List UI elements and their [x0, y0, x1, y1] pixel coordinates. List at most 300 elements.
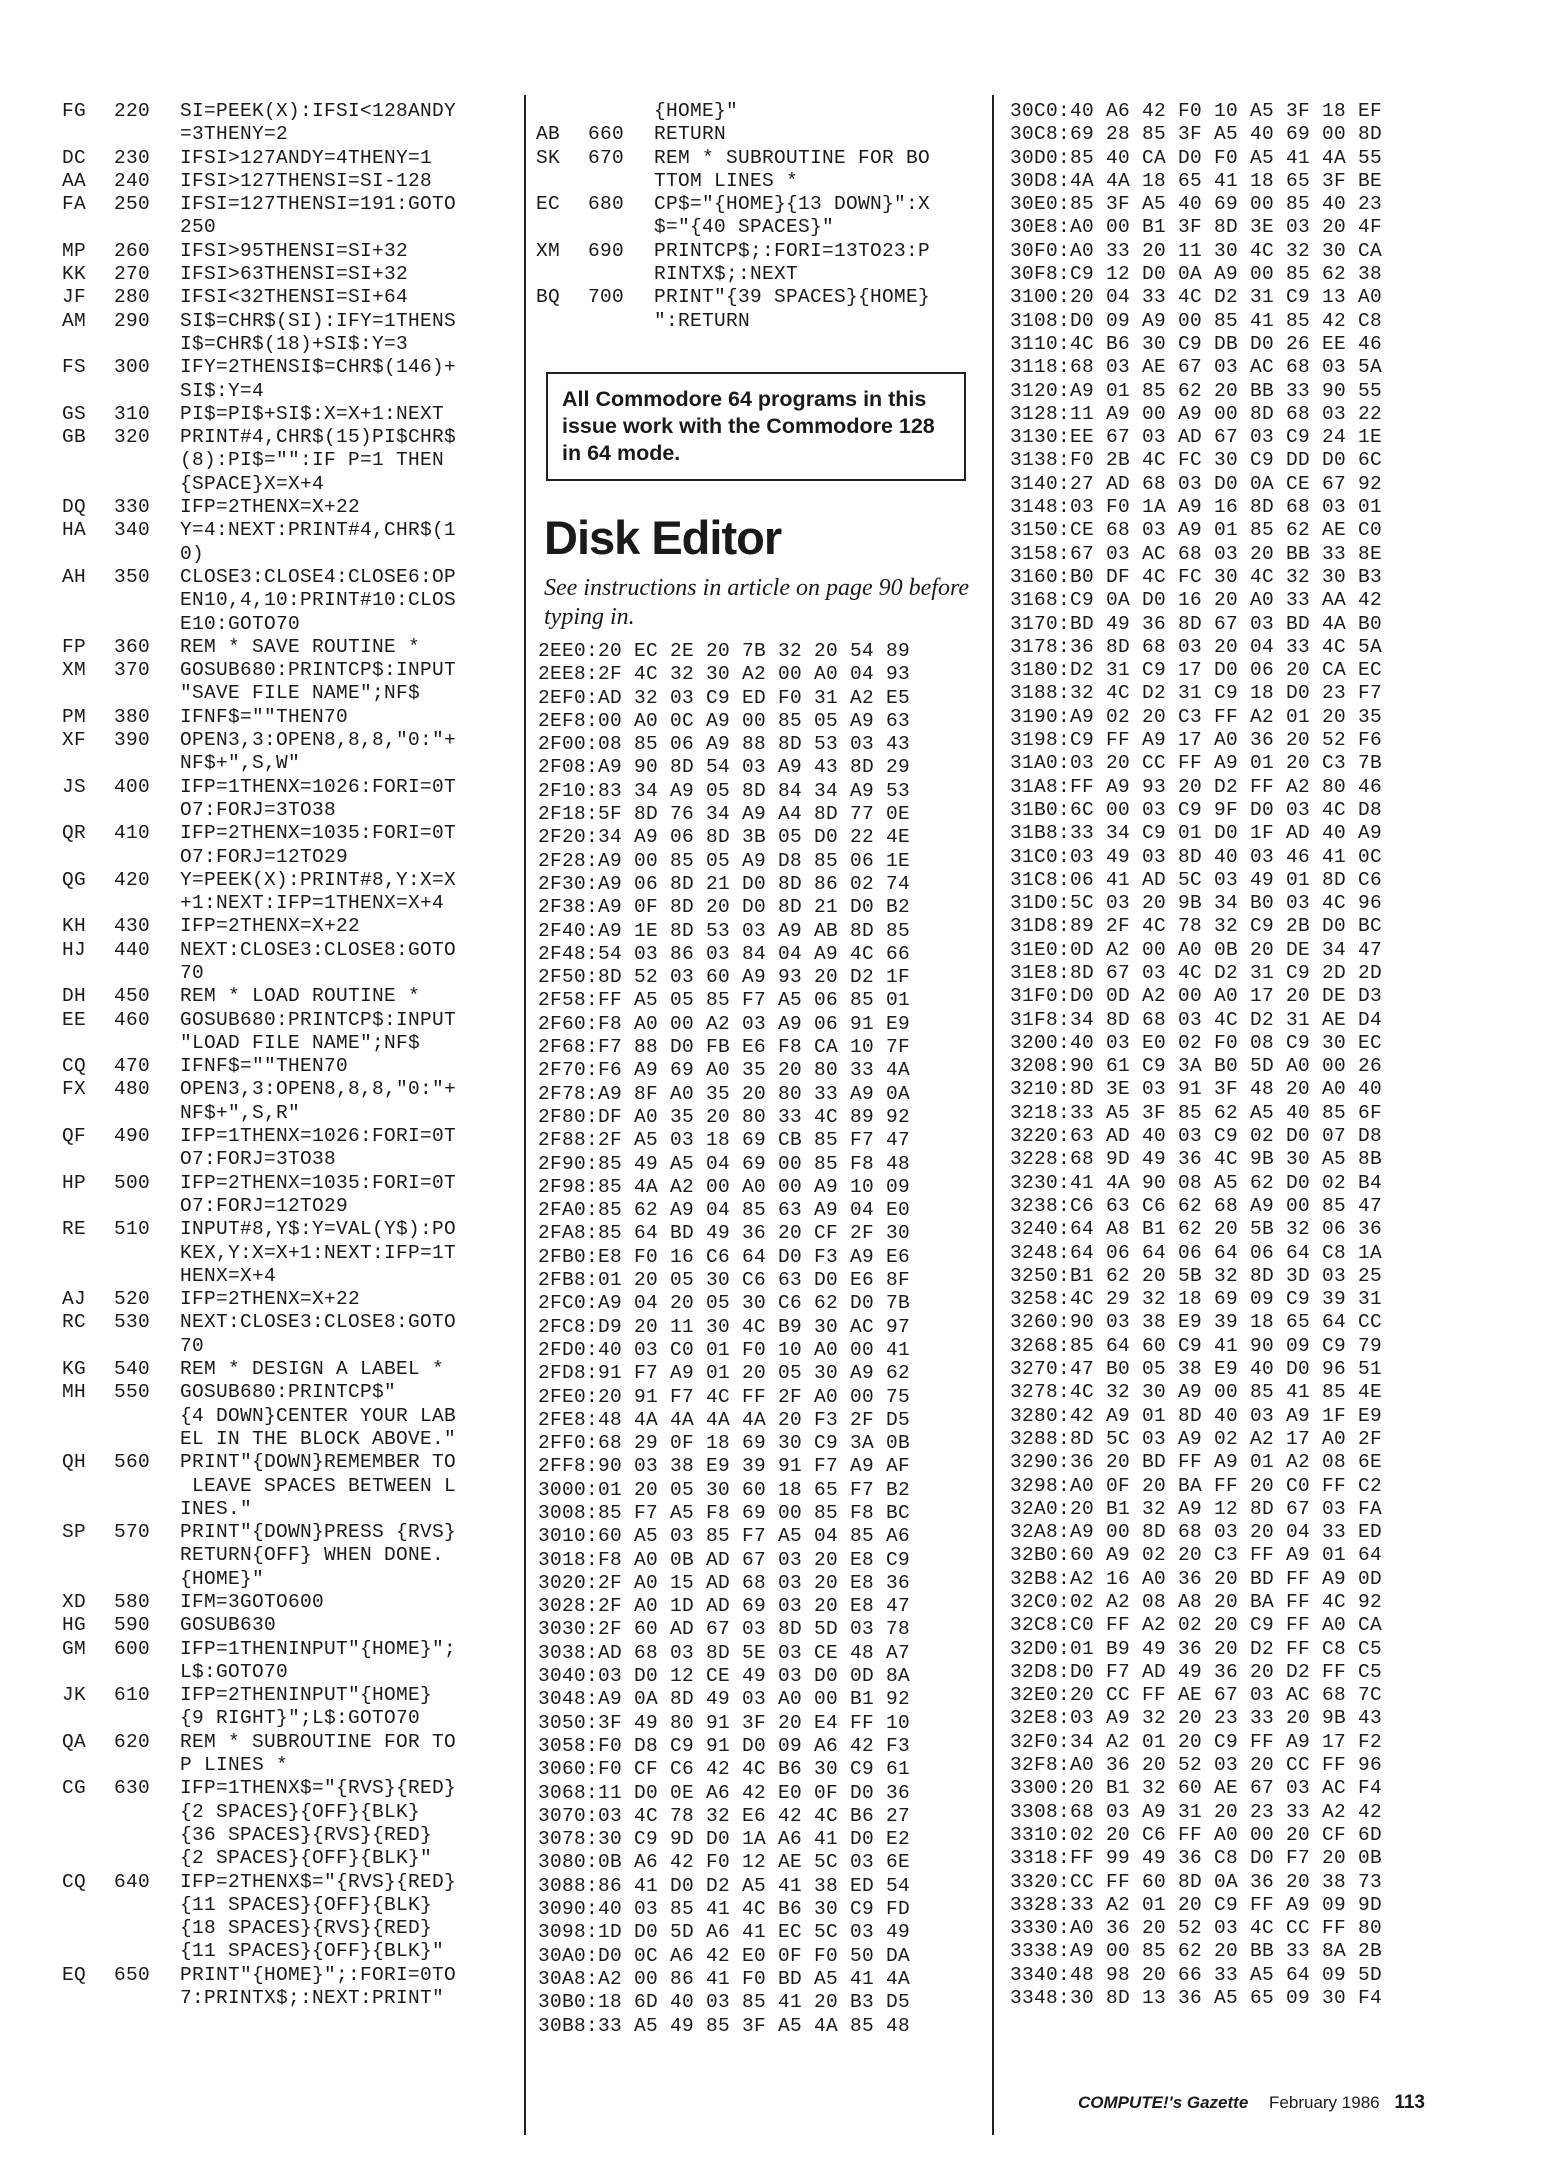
machine-code-line: 30E0:85 3F A5 40 69 00 85 40 23 [1010, 193, 1383, 216]
basic-program-line [536, 193, 986, 240]
basic-program-line [62, 1172, 517, 1219]
commodore-128-note-box: All Commodore 64 programs in this issue work with the Commodore 128 in 64 mode. [546, 372, 966, 481]
machine-code-line: 32E8:03 A9 32 20 23 33 20 9B 43 [1010, 1707, 1383, 1730]
checksum-and-line-number: GB [62, 426, 87, 449]
basic-statement: NEXT:CLOSE3:CLOSE8:GOTO 70 [180, 1311, 457, 1357]
machine-code-line: 3300:20 B1 32 60 AE 67 03 AC F4 [1010, 1777, 1383, 1800]
machine-code-line: 3288:8D 5C 03 A9 02 A2 17 A0 2F [1010, 1427, 1383, 1450]
machine-code-line: 3108:D0 09 A9 00 85 41 85 42 C8 [1010, 309, 1383, 332]
line-number: 540 [114, 1358, 151, 1381]
machine-code-line: 31E0:0D A2 00 A0 0B 20 DE 34 47 [1010, 938, 1383, 961]
basic-program-line [62, 869, 517, 916]
line-number: 580 [114, 1591, 151, 1613]
line-number: 340 [114, 519, 151, 542]
basic-statement: IFP=1THENINPUT"{HOME}"; L$:GOTO70 [180, 1637, 457, 1683]
checksum-and-line-number: AH [62, 565, 87, 588]
basic-statement: IFY=2THENSI$=CHR$(146)+ SI$:Y=4 [180, 356, 457, 402]
basic-statement: REM * LOAD ROUTINE * [180, 985, 421, 1008]
checksum-and-line-number: FP [62, 635, 87, 658]
basic-statement: INPUT#8,Y$:Y=VAL(Y$):PO KEX,Y:X=X+1:NEXT:IFP=1T HENX=X+4 [180, 1218, 457, 1287]
typing-instructions: See instructions in article on page 90 before typing in. [544, 575, 970, 630]
checksum-and-line-number: DH [62, 985, 87, 1008]
checksum-and-line-number: FX [62, 1078, 87, 1101]
line-number: 670 [588, 146, 625, 169]
basic-program-line [62, 985, 517, 1008]
checksum-and-line-number: QH [62, 1451, 87, 1474]
basic-statement: SI$=CHR$(SI):IFY=1THENS I$=CHR$(18)+SI$:Y=3 [180, 309, 457, 355]
machine-code-line: 32D8:D0 F7 AD 49 36 20 D2 FF C5 [1010, 1660, 1383, 1683]
checksum-and-line-number: AM [62, 309, 87, 332]
line-number: 490 [114, 1125, 151, 1148]
machine-code-line: 3290:36 20 BD FF A9 01 A2 08 6E [1010, 1451, 1383, 1474]
checksum-and-line-number: SP [62, 1521, 87, 1544]
machine-code-line: 30E8:A0 00 B1 3F 8D 3E 03 20 4F [1010, 216, 1383, 239]
machine-code-line: 2FA0:85 62 A9 04 85 63 A9 04 E0 [538, 1199, 911, 1222]
machine-code-line: 3180:D2 31 C9 17 D0 06 20 CA EC [1010, 659, 1383, 682]
basic-program-line [62, 519, 517, 566]
machine-code-line: 32D0:01 B9 49 36 20 D2 FF C8 C5 [1010, 1637, 1383, 1660]
machine-code-line: 3310:02 20 C6 FF A0 00 20 CF 6D [1010, 1823, 1383, 1846]
machine-code-line: 2FB0:E8 F0 16 C6 64 D0 F3 A9 E6 [538, 1245, 911, 1268]
machine-code-line: 3070:03 4C 78 32 E6 42 4C B6 27 [538, 1804, 911, 1827]
basic-program-line [62, 1218, 517, 1288]
line-number: 240 [114, 169, 151, 192]
basic-statement: GOSUB680:PRINTCP$:INPUT "LOAD FILE NAME";NF$ [180, 1008, 457, 1054]
checksum-and-line-number: PM [62, 705, 87, 728]
basic-statement: Y=PEEK(X):PRINT#8,Y:X=X +1:NEXT:IFP=1THENX=X+4 [180, 868, 457, 915]
basic-statement: REM * DESIGN A LABEL * [180, 1358, 445, 1381]
checksum-and-line-number: RC [62, 1311, 87, 1334]
basic-statement: CLOSE3:CLOSE4:CLOSE6:OP EN10,4,10:PRINT#10:CLOS E10:GOTO70 [180, 565, 457, 635]
basic-statement: PRINTCP$;:FORI=13TO23:P RINTX$;:NEXT [654, 239, 931, 286]
line-number: 570 [114, 1521, 151, 1544]
line-number: 650 [114, 1963, 151, 1986]
basic-program-line [62, 1591, 517, 1614]
basic-program-line [62, 1451, 517, 1521]
basic-statement: REM * SUBROUTINE FOR TO P LINES * [180, 1730, 457, 1777]
basic-statement: IFSI>127THENSI=SI-128 [180, 169, 433, 192]
line-number: 360 [114, 635, 151, 658]
line-number: 230 [114, 146, 151, 169]
issue-date: February 1986 [1269, 2093, 1380, 2112]
machine-code-line: 2F68:F7 88 D0 FB E6 F8 CA 10 7F [538, 1036, 911, 1059]
basic-program-line [62, 1871, 517, 1964]
basic-program-line [62, 263, 517, 286]
basic-program-line [62, 426, 517, 496]
machine-code-line: 30A8:A2 00 86 41 F0 BD A5 41 4A [538, 1967, 911, 1990]
machine-code-line: 3238:C6 63 C6 62 68 A9 00 85 47 [1010, 1194, 1383, 1217]
line-number: 290 [114, 309, 151, 332]
basic-program-line [62, 1288, 517, 1311]
basic-program-line [62, 310, 517, 357]
line-number: 690 [588, 239, 625, 262]
machine-code-line: 2F70:F6 A9 69 A0 35 20 80 33 4A [538, 1059, 911, 1082]
machine-code-line: 3080:0B A6 42 F0 12 AE 5C 03 6E [538, 1851, 911, 1874]
machine-code-line: 3340:48 98 20 66 33 A5 64 09 5D [1010, 1963, 1383, 1986]
basic-program-line [62, 915, 517, 938]
basic-statement: RETURN [654, 123, 727, 146]
basic-statement: IFP=2THENX=1035:FORI=0T O7:FORJ=12TO29 [180, 1171, 457, 1217]
basic-program-line [62, 636, 517, 659]
machine-code-line: 32B0:60 A9 02 20 C3 FF A9 01 64 [1010, 1544, 1383, 1567]
machine-code-line: 3128:11 A9 00 A9 00 8D 68 03 22 [1010, 402, 1383, 425]
machine-code-line: 3040:03 D0 12 CE 49 03 D0 0D 8A [538, 1665, 911, 1688]
basic-statement: IFSI>63THENSI=SI+32 [180, 263, 409, 286]
line-number: 450 [114, 985, 151, 1008]
machine-code-line: 2F38:A9 0F 8D 20 D0 8D 21 D0 B2 [538, 896, 911, 919]
line-number [588, 100, 654, 123]
basic-program-line [536, 286, 986, 333]
checksum-and-line-number: FA [62, 193, 87, 216]
machine-code-line: 2FC8:D9 20 11 30 4C B9 30 AC 97 [538, 1315, 911, 1338]
checksum-and-line-number: XF [62, 729, 87, 752]
machine-code-line: 2FE8:48 4A 4A 4A 4A 20 F3 2F D5 [538, 1408, 911, 1431]
machine-code-line: 3230:41 4A 90 08 A5 62 D0 02 B4 [1010, 1171, 1383, 1194]
machine-code-line: 32A8:A9 00 8D 68 03 20 04 33 ED [1010, 1521, 1383, 1544]
machine-code-line: 2F78:A9 8F A0 35 20 80 33 A9 0A [538, 1082, 911, 1105]
basic-program-line [536, 100, 986, 123]
machine-code-line: 31D0:5C 03 20 9B 34 B0 03 4C 96 [1010, 892, 1383, 915]
machine-code-line: 2F00:08 85 06 A9 88 8D 53 03 43 [538, 733, 911, 756]
checksum-and-line-number: QA [62, 1730, 87, 1753]
machine-code-line: 3250:B1 62 20 5B 32 8D 3D 03 25 [1010, 1264, 1383, 1287]
machine-code-line: 2EF8:00 A0 0C A9 00 85 05 A9 63 [538, 709, 911, 732]
machine-code-line: 3140:27 AD 68 03 D0 0A CE 67 92 [1010, 472, 1383, 495]
machine-code-line: 2F88:2F A5 03 18 69 CB 85 F7 47 [538, 1129, 911, 1152]
page-footer [1078, 2092, 1425, 2114]
basic-program-line [62, 1078, 517, 1125]
machine-code-line: 3160:B0 DF 4C FC 30 4C 32 30 B3 [1010, 565, 1383, 588]
basic-statement: SI=PEEK(X):IFSI<128ANDY =3THENY=2 [180, 100, 457, 146]
line-number: 380 [114, 705, 151, 728]
line-number: 640 [114, 1870, 151, 1893]
machine-code-line: 3150:CE 68 03 A9 01 85 62 AE C0 [1010, 519, 1383, 542]
basic-program-line [62, 1311, 517, 1358]
basic-program-line [536, 240, 986, 287]
basic-program-line [62, 822, 517, 869]
machine-code-line: 3050:3F 49 80 91 3F 20 E4 FF 10 [538, 1711, 911, 1734]
machine-code-line: 2F08:A9 90 8D 54 03 A9 43 8D 29 [538, 756, 911, 779]
machine-code-line: 3260:90 03 38 E9 39 18 65 64 CC [1010, 1311, 1383, 1334]
basic-statement: IFSI<32THENSI=SI+64 [180, 286, 409, 309]
checksum-and-line-number: EE [62, 1008, 87, 1031]
basic-program-line [62, 1964, 517, 2011]
checksum-and-line-number: JK [62, 1684, 87, 1707]
basic-statement: IFP=2THENINPUT"{HOME} {9 RIGHT}";L$:GOTO70 [180, 1684, 433, 1730]
machine-code-line: 2EE8:2F 4C 32 30 A2 00 A0 04 93 [538, 663, 911, 686]
machine-code-line: 2EF0:AD 32 03 C9 ED F0 31 A2 E5 [538, 686, 911, 709]
machine-code-line: 32C8:C0 FF A2 02 20 C9 FF A0 CA [1010, 1614, 1383, 1637]
machine-code-line: 2F80:DF A0 35 20 80 33 4C 89 92 [538, 1105, 911, 1128]
machine-code-line: 30B0:18 6D 40 03 85 41 20 B3 D5 [538, 1991, 911, 2014]
machine-code-line: 2F20:34 A9 06 8D 3B 05 D0 22 4E [538, 826, 911, 849]
basic-program-line [62, 566, 517, 636]
machine-code-line: 30F0:A0 33 20 11 30 4C 32 30 CA [1010, 239, 1383, 262]
checksum-and-line-number: MH [62, 1381, 87, 1404]
basic-statement: CP$="{HOME}{13 DOWN}":X $="{40 SPACES}" [654, 193, 931, 239]
basic-statement: NEXT:CLOSE3:CLOSE8:GOTO 70 [180, 938, 457, 984]
checksum-and-line-number: HJ [62, 938, 87, 961]
checksum-and-line-number: QR [62, 822, 87, 845]
basic-program-line [536, 147, 986, 194]
line-number: 660 [588, 123, 625, 146]
machine-code-line: 32B8:A2 16 A0 36 20 BD FF A9 0D [1010, 1567, 1383, 1590]
basic-statement: IFP=2THENX=1035:FORI=0T O7:FORJ=12TO29 [180, 822, 457, 868]
checksum-and-line-number: XM [536, 239, 561, 262]
line-number: 550 [114, 1381, 151, 1404]
machine-code-line: 2F90:85 49 A5 04 69 00 85 F8 48 [538, 1152, 911, 1175]
basic-statement: IFP=2THENX$="{RVS}{RED} {11 SPACES}{OFF}{BLK} {18 SPACES}{RVS}{RED} {11 SPACES}{OFF}{BLK}" [180, 1870, 457, 1963]
machine-code-line: 3200:40 03 E0 02 F0 08 C9 30 EC [1010, 1031, 1383, 1054]
machine-code-line: 30D8:4A 4A 18 65 41 18 65 3F BE [1010, 169, 1383, 192]
machine-code-line: 30C8:69 28 85 3F A5 40 69 00 8D [1010, 123, 1383, 146]
basic-program-line [62, 1009, 517, 1056]
machine-code-line: 31E8:8D 67 03 4C D2 31 C9 2D 2D [1010, 961, 1383, 984]
checksum-and-line-number: XM [62, 659, 87, 682]
checksum-and-line-number: KH [62, 915, 87, 938]
machine-code-line: 2F98:85 4A A2 00 A0 00 A9 10 09 [538, 1175, 911, 1198]
basic-statement: IFP=2THENX=X+22 [180, 1288, 361, 1311]
basic-program-line [62, 1684, 517, 1731]
basic-program-line [536, 123, 986, 146]
basic-statement: GOSUB680:PRINTCP$" {4 DOWN}CENTER YOUR LAB EL IN THE BLOCK ABOVE." [180, 1381, 457, 1450]
checksum-and-line-number: QF [62, 1125, 87, 1148]
line-number: 600 [114, 1637, 151, 1660]
line-number: 700 [588, 286, 625, 309]
machine-code-line: 32F0:34 A2 01 20 C9 FF A9 17 F2 [1010, 1730, 1383, 1753]
machine-code-line: 3318:FF 99 49 36 C8 D0 F7 20 0B [1010, 1847, 1383, 1870]
basic-statement: PI$=PI$+SI$:X=X+1:NEXT [180, 402, 445, 425]
machine-code-line: 3218:33 A5 3F 85 62 A5 40 85 6F [1010, 1101, 1383, 1124]
machine-code-line: 3188:32 4C D2 31 C9 18 D0 23 F7 [1010, 682, 1383, 705]
machine-code-line: 3158:67 03 AC 68 03 20 BB 33 8E [1010, 542, 1383, 565]
line-number: 530 [114, 1311, 151, 1334]
machine-code-line: 3010:60 A5 03 85 F7 A5 04 85 A6 [538, 1525, 911, 1548]
basic-statement: IFSI=127THENSI=191:GOTO 250 [180, 193, 457, 239]
machine-code-line: 3330:A0 36 20 52 03 4C CC FF 80 [1010, 1917, 1383, 1940]
checksum-and-line-number: XD [62, 1591, 87, 1613]
basic-statement: IFP=2THENX=X+22 [180, 496, 361, 519]
basic-program-line [62, 193, 517, 240]
basic-statement: IFP=1THENX=1026:FORI=0T O7:FORJ=3TO38 [180, 775, 457, 821]
basic-listing-column-1 [62, 100, 517, 2010]
machine-code-line: 32C0:02 A2 08 A8 20 BA FF 4C 92 [1010, 1591, 1383, 1613]
machine-code-line: 2FD8:91 F7 A9 01 20 05 30 A9 62 [538, 1362, 911, 1385]
basic-statement: IFP=1THENX=1026:FORI=0T O7:FORJ=3TO38 [180, 1125, 457, 1171]
basic-statement: IFP=1THENX$="{RVS}{RED} {2 SPACES}{OFF}{BLK} {36 SPACES}{RVS}{RED} {2 SPACES}{OFF}{BLK}" [180, 1777, 457, 1870]
checksum-and-line-number [536, 100, 588, 123]
checksum-and-line-number: GM [62, 1637, 87, 1660]
machine-code-line: 3258:4C 29 32 18 69 09 C9 39 31 [1010, 1288, 1383, 1311]
machine-code-line: 3248:64 06 64 06 64 06 64 C8 1A [1010, 1241, 1383, 1264]
basic-statement: IFSI>95THENSI=SI+32 [180, 239, 409, 262]
machine-code-line: 30F8:C9 12 D0 0A A9 00 85 62 38 [1010, 263, 1383, 286]
machine-code-line: 2FB8:01 20 05 30 C6 63 D0 E6 8F [538, 1269, 911, 1292]
line-number: 310 [114, 402, 151, 425]
machine-code-line: 2EE0:20 EC 2E 20 7B 32 20 54 89 [538, 640, 911, 662]
basic-statement: PRINT"{DOWN}PRESS {RVS} RETURN{OFF} WHEN DONE. {HOME}" [180, 1521, 457, 1590]
machine-code-line: 3298:A0 0F 20 BA FF 20 C0 FF C2 [1010, 1474, 1383, 1497]
basic-program-line [62, 1638, 517, 1685]
basic-program-line [62, 1614, 517, 1637]
checksum-and-line-number: FG [62, 100, 87, 122]
line-number: 400 [114, 775, 151, 798]
basic-statement: PRINT#4,CHR$(15)PI$CHR$ (8):PI$="":IF P=1 THEN {SPACE}X=X+4 [180, 426, 457, 495]
machine-code-line: 3090:40 03 85 41 4C B6 30 C9 FD [538, 1898, 911, 1921]
basic-program-line [62, 1731, 517, 1778]
line-number: 440 [114, 938, 151, 961]
machine-code-line: 3120:A9 01 85 62 20 BB 33 90 55 [1010, 379, 1383, 402]
checksum-and-line-number: QG [62, 868, 87, 891]
machine-code-line: 30A0:D0 0C A6 42 E0 0F F0 50 DA [538, 1944, 911, 1967]
machine-code-line: 3020:2F A0 15 AD 68 03 20 E8 36 [538, 1571, 911, 1594]
line-number: 430 [114, 915, 151, 938]
basic-statement: PRINT"{DOWN}REMEMBER TO LEAVE SPACES BETWEEN L INES." [180, 1451, 457, 1520]
machine-code-line: 31C0:03 49 03 8D 40 03 46 41 0C [1010, 845, 1383, 868]
machine-code-line: 31D8:89 2F 4C 78 32 C9 2B D0 BC [1010, 915, 1383, 938]
machine-code-line: 3208:90 61 C9 3A B0 5D A0 00 26 [1010, 1055, 1383, 1078]
checksum-and-line-number: CQ [62, 1055, 87, 1078]
basic-program-line [62, 1125, 517, 1172]
machine-code-line: 32F8:A0 36 20 52 03 20 CC FF 96 [1010, 1754, 1383, 1777]
machine-code-line: 3138:F0 2B 4C FC 30 C9 DD D0 6C [1010, 449, 1383, 472]
machine-code-line: 2F58:FF A5 05 85 F7 A5 06 85 01 [538, 989, 911, 1012]
machine-code-line: 3058:F0 D8 C9 91 D0 09 A6 42 F3 [538, 1734, 911, 1757]
line-number: 390 [114, 729, 151, 752]
checksum-and-line-number: JS [62, 775, 87, 798]
machine-code-line: 31B0:6C 00 03 C9 9F D0 03 4C D8 [1010, 798, 1383, 821]
machine-code-line: 3240:64 A8 B1 62 20 5B 32 06 36 [1010, 1218, 1383, 1241]
machine-code-line: 3048:A9 0A 8D 49 03 A0 00 B1 92 [538, 1688, 911, 1711]
machine-code-line: 31F0:D0 0D A2 00 A0 17 20 DE D3 [1010, 985, 1383, 1008]
line-number: 630 [114, 1777, 151, 1800]
basic-statement: PRINT"{39 SPACES}{HOME} ":RETURN [654, 286, 931, 332]
machine-code-line: 3268:85 64 60 C9 41 90 09 C9 79 [1010, 1334, 1383, 1357]
machine-code-line: 2FD0:40 03 C0 01 F0 10 A0 00 41 [538, 1338, 911, 1361]
basic-statement: IFSI>127ANDY=4THENY=1 [180, 146, 433, 169]
machine-code-line: 2F30:A9 06 8D 21 D0 8D 86 02 74 [538, 872, 911, 895]
line-number: 510 [114, 1218, 151, 1241]
basic-statement: IFM=3GOTO600 [180, 1591, 325, 1613]
checksum-and-line-number: DC [62, 146, 87, 169]
basic-program-line [62, 403, 517, 426]
basic-program-line [62, 939, 517, 986]
line-number: 250 [114, 193, 151, 216]
checksum-and-line-number: KK [62, 263, 87, 286]
machine-code-line: 30B8:33 A5 49 85 3F A5 4A 85 48 [538, 2014, 911, 2037]
machine-code-line: 3038:AD 68 03 8D 5E 03 CE 48 A7 [538, 1641, 911, 1664]
machine-code-line: 3278:4C 32 30 A9 00 85 41 85 4E [1010, 1381, 1383, 1404]
machine-code-line: 3170:BD 49 36 8D 67 03 BD 4A B0 [1010, 612, 1383, 635]
machine-code-line: 2FC0:A9 04 20 05 30 C6 62 D0 7B [538, 1292, 911, 1315]
machine-code-line: 3060:F0 CF C6 42 4C B6 30 C9 61 [538, 1758, 911, 1781]
line-number: 410 [114, 822, 151, 845]
machine-code-line: 3030:2F 60 AD 67 03 8D 5D 03 78 [538, 1618, 911, 1641]
machine-code-line: 3198:C9 FF A9 17 A0 36 20 52 F6 [1010, 729, 1383, 752]
machine-code-line: 3008:85 F7 A5 F8 69 00 85 F8 BC [538, 1501, 911, 1524]
checksum-and-line-number: MP [62, 239, 87, 262]
machine-code-line: 3190:A9 02 20 C3 FF A2 01 20 35 [1010, 705, 1383, 728]
basic-statement: OPEN3,3:OPEN8,8,8,"0:"+ NF$+",S,R" [180, 1078, 457, 1124]
machine-code-line: 31A0:03 20 CC FF A9 01 20 C3 7B [1010, 752, 1383, 775]
checksum-and-line-number: CQ [62, 1870, 87, 1893]
machine-code-line: 3168:C9 0A D0 16 20 A0 33 AA 42 [1010, 589, 1383, 612]
basic-program-line [62, 1358, 517, 1381]
basic-program-line [62, 170, 517, 193]
line-number: 420 [114, 868, 151, 891]
line-number: 500 [114, 1171, 151, 1194]
machine-code-line: 3068:11 D0 0E A6 42 E0 0F D0 36 [538, 1781, 911, 1804]
basic-statement: IFNF$=""THEN70 [180, 705, 349, 728]
checksum-and-line-number: BQ [536, 286, 561, 309]
machine-code-line: 3328:33 A2 01 20 C9 FF A9 09 9D [1010, 1893, 1383, 1916]
line-number: 470 [114, 1055, 151, 1078]
article-title: Disk Editor [544, 511, 782, 564]
checksum-and-line-number: EC [536, 193, 561, 216]
machine-code-line: 3000:01 20 05 30 60 18 65 F7 B2 [538, 1478, 911, 1501]
machine-code-line: 2F48:54 03 86 03 84 04 A9 4C 66 [538, 942, 911, 965]
basic-statement: REM * SAVE ROUTINE * [180, 635, 421, 658]
line-number: 280 [114, 286, 151, 309]
basic-program-line [62, 1521, 517, 1591]
line-number: 330 [114, 496, 151, 519]
basic-program-line [62, 706, 517, 729]
checksum-and-line-number: SK [536, 146, 561, 169]
machine-code-line: 2FF8:90 03 38 E9 39 91 F7 A9 AF [538, 1455, 911, 1478]
machine-code-line: 3348:30 8D 13 36 A5 65 09 30 F4 [1010, 1987, 1383, 2010]
checksum-and-line-number: FS [62, 356, 87, 379]
basic-program-line [62, 100, 517, 147]
machine-code-line: 2F18:5F 8D 76 34 A9 A4 8D 77 0E [538, 803, 911, 826]
basic-statement: IFNF$=""THEN70 [180, 1055, 349, 1078]
basic-statement: GOSUB630 [180, 1614, 277, 1637]
machine-code-line: 3270:47 B0 05 38 E9 40 D0 96 51 [1010, 1358, 1383, 1381]
machine-code-line: 3100:20 04 33 4C D2 31 C9 13 A0 [1010, 286, 1383, 309]
machine-code-line: 30D0:85 40 CA D0 F0 A5 41 4A 55 [1010, 146, 1383, 169]
line-number: 260 [114, 239, 151, 262]
line-number: 590 [114, 1614, 151, 1637]
machine-code-line: 31B8:33 34 C9 01 D0 1F AD 40 A9 [1010, 822, 1383, 845]
line-number: 610 [114, 1684, 151, 1707]
basic-program-line [62, 356, 517, 403]
machine-code-line: 3130:EE 67 03 AD 67 03 C9 24 1E [1010, 426, 1383, 449]
checksum-and-line-number: AB [536, 123, 561, 146]
line-number: 350 [114, 565, 151, 588]
basic-program-line [62, 659, 517, 706]
basic-program-line [62, 147, 517, 170]
line-number: 520 [114, 1288, 151, 1311]
ml-listing-column-2 [538, 640, 910, 2038]
line-number: 480 [114, 1078, 151, 1101]
line-number: 300 [114, 356, 151, 379]
basic-program-line [62, 729, 517, 776]
machine-code-line: 3320:CC FF 60 8D 0A 36 20 38 73 [1010, 1870, 1383, 1893]
column-divider-left [524, 95, 526, 2135]
machine-code-line: 3018:F8 A0 0B AD 67 03 20 E8 C9 [538, 1548, 911, 1571]
machine-code-line: 2F60:F8 A0 00 A2 03 A9 06 91 E9 [538, 1012, 911, 1035]
basic-program-line [62, 1777, 517, 1870]
line-number: 460 [114, 1008, 151, 1031]
checksum-and-line-number: HG [62, 1614, 87, 1637]
basic-statement: IFP=2THENX=X+22 [180, 915, 361, 938]
machine-code-line: 2F10:83 34 A9 05 8D 84 34 A9 53 [538, 779, 911, 802]
basic-statement: GOSUB680:PRINTCP$:INPUT "SAVE FILE NAME";NF$ [180, 659, 457, 705]
machine-code-line: 2FA8:85 64 BD 49 36 20 CF 2F 30 [538, 1222, 911, 1245]
checksum-and-line-number: EQ [62, 1963, 87, 1986]
basic-program-line [62, 1055, 517, 1078]
machine-code-line: 3078:30 C9 9D D0 1A A6 41 D0 E2 [538, 1828, 911, 1851]
page-number: 113 [1394, 2092, 1425, 2113]
